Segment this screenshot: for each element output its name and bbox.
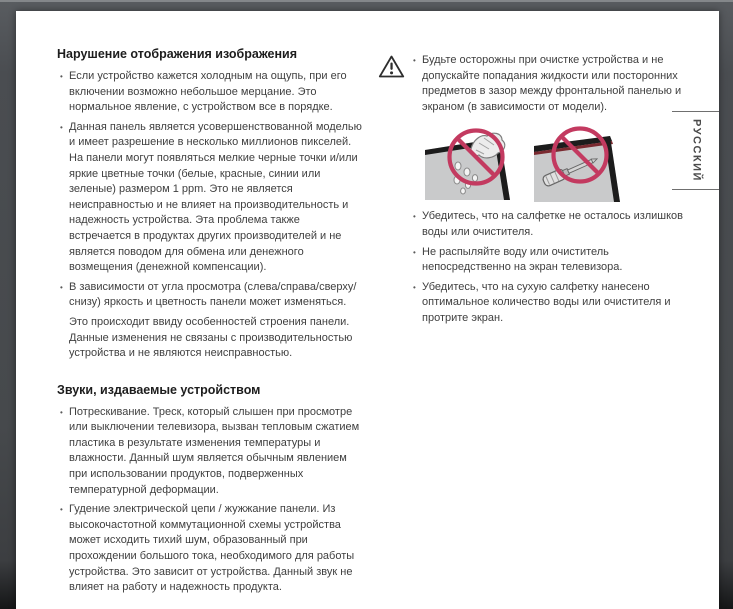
manual-page — [16, 11, 719, 609]
no-sharp-objects-on-screen-image — [532, 124, 620, 202]
list-item: • Убедитесь, что на салфетке не осталось излишков воды или очистителя. — [410, 209, 698, 240]
section-image-display — [57, 47, 363, 362]
warning-triangle-icon — [378, 54, 405, 79]
list-item: • Потрескивание. Треск, который слышен при просмотре или выключении телевизора, вызван тепловым сжатием пластика в результате изменения температуры и влажности. Данный шум является обычным явлением при использовании продуктов, подверженных температурной деформации. — [57, 405, 363, 499]
warning-list-item: • Будьте осторожны при очистке устройства и не допускайте попадания жидкости или посторонних предметов в зазор между фронтальной панелью и экраном (в зависимости от модели). — [410, 53, 698, 115]
prohibition-images-row — [424, 124, 698, 202]
no-liquid-in-panel-gap-image — [424, 124, 512, 202]
section-heading: Нарушение отображения изображения — [57, 47, 298, 61]
language-tab-label: РУССКИЙ — [690, 119, 703, 182]
list-item: • Убедитесь, что на сухую салфетку нанесено оптимальное количество воды или очистителя и протрите экран. — [410, 280, 698, 327]
list-item: • Гудение электрической цепи / жужжание панели. Из высокочастотной коммутационной схемы устройства может исходить тихий шум, образованный при прохождении большого тока, необходимого для работы устройства. Это зависит от устройства. Данный звук не влияет на работу и надежность продукта. — [57, 502, 363, 596]
list-item: • Не распыляйте воду или очиститель непосредственно на экран телевизора. — [410, 245, 698, 276]
list-item: • Если устройство кажется холодным на ощупь, при его включении возможно небольшое мерцание. Это нормальное явление, с устройством все в порядке. — [57, 69, 363, 116]
language-tab-russian — [672, 111, 719, 190]
section-device-sounds — [57, 383, 363, 596]
list-item-note: Это происходит ввиду особенностей строения панели. Данные изменения не связаны с производительностью устройства и не являются неисправностью. — [69, 315, 353, 360]
section-heading: Звуки, издаваемые устройством — [57, 382, 261, 397]
list-item: • В зависимости от угла просмотра (слева/справа/сверху/снизу) яркость и цветность панели может изменяться. — [57, 280, 363, 311]
list-item: • Данная панель является усовершенствованной моделью и имеет разрешение в несколько миллионов пикселей. На панели могут появляться мелкие черные точки и/или яркие цветные точки (белые, красные, синии или зеленые) размером 1 ppm. Это не является неисправностью и не влияет на производительность и надежность устройства. Эта проблема также встречается в продуктах других производителей и не является поводом для обмена или денежного возмещения (денежной компенсации). — [57, 120, 363, 276]
right-column — [410, 53, 698, 331]
left-column — [57, 47, 363, 600]
top-edge-highlight — [0, 0, 733, 2]
